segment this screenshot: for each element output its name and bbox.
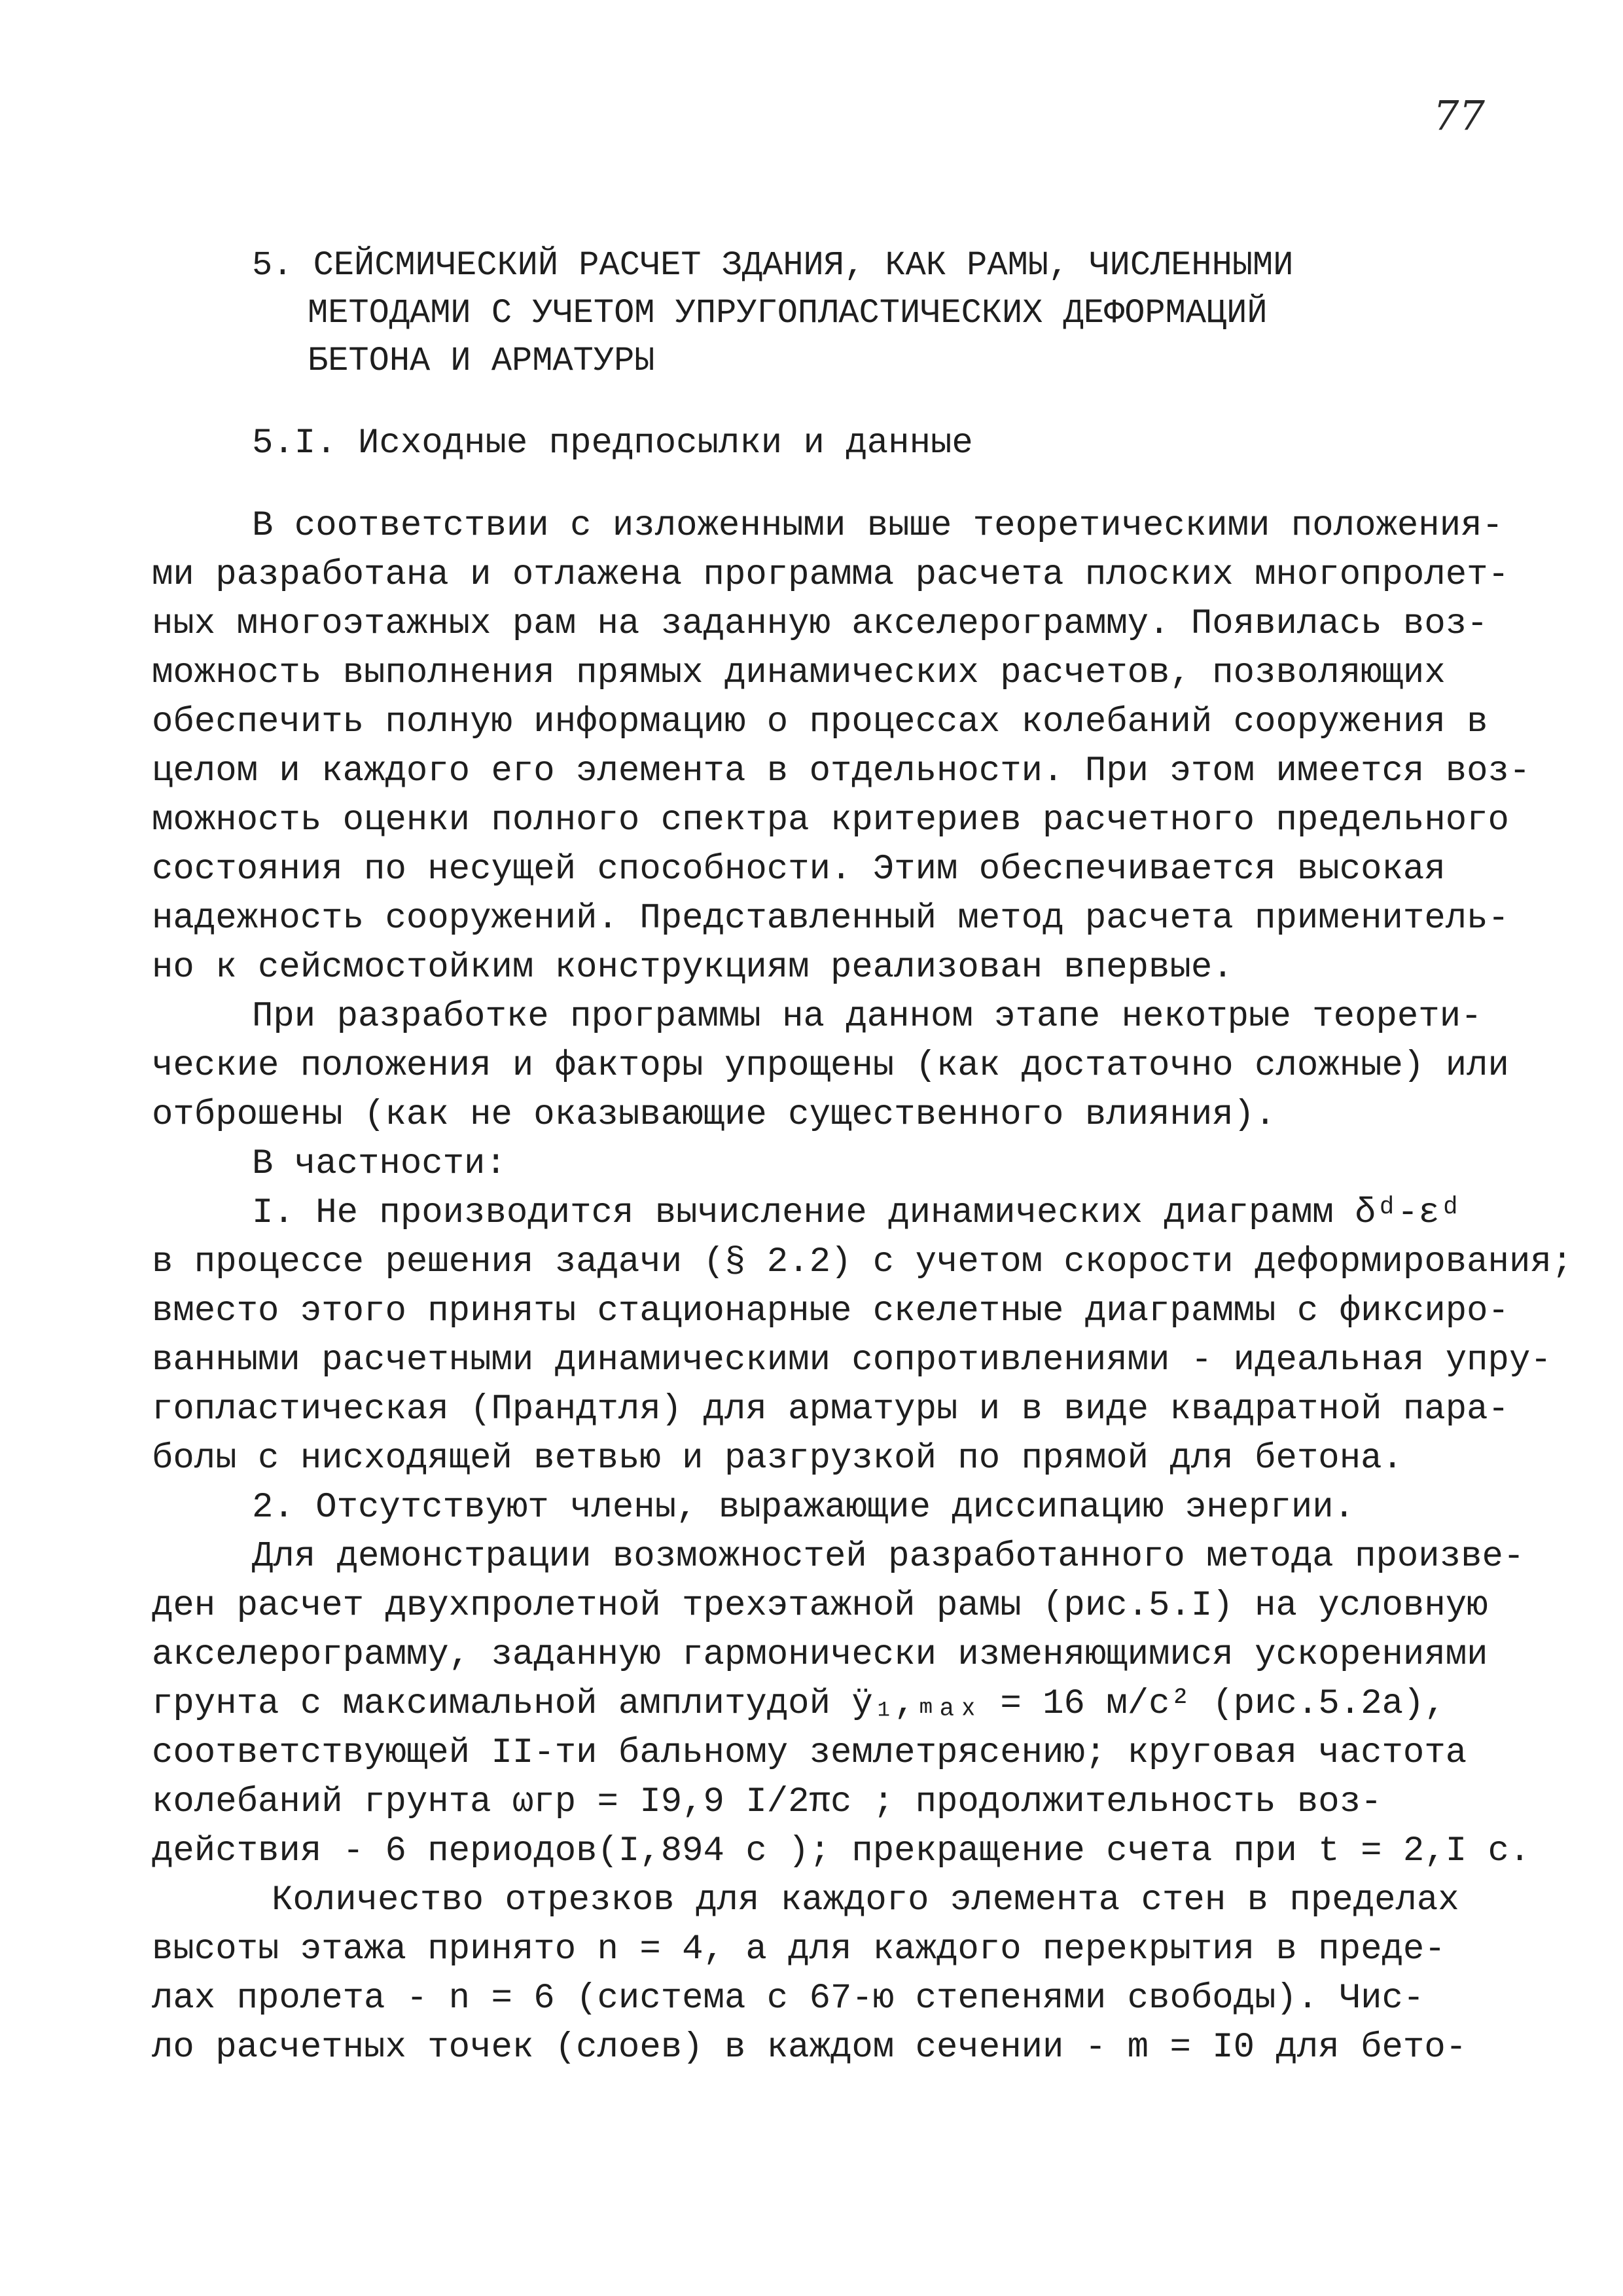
body-line: лах пролета - n = 6 (система с 67-ю степенями свободы). Чис- (152, 1979, 1425, 2018)
body-line: ванными расчетными динамическими сопротивлениями - идеальная упру- (152, 1340, 1552, 1380)
body-line: состояния по несущей способности. Этим обеспечивается высокая (152, 850, 1446, 889)
body-line: колебаний грунта ωгр = I9,9 I/2πс ; продолжительность воз- (152, 1782, 1382, 1822)
body-line: соответствующей II-ти бальному землетрясению; круговая частота (152, 1733, 1467, 1773)
chapter-heading-line-3: БЕТОНА И АРМАТУРЫ (308, 342, 655, 380)
page-number: 77 (1433, 92, 1485, 139)
body-line: в процессе решения задачи (§ 2.2) с учетом скорости деформирования; (152, 1242, 1573, 1282)
body-line: В соответствии с изложенными выше теоретическими положения- (252, 506, 1503, 546)
body-line: При разработке программы на данном этапе некотрые теорети- (252, 997, 1482, 1037)
body-line: ден расчет двухпролетной трехэтажной рамы (рис.5.I) на условную (152, 1586, 1488, 1626)
chapter-heading-line-2: МЕТОДАМИ С УЧЕТОМ УПРУГОПЛАСТИЧЕСКИХ ДЕФОРМАЦИЙ (308, 294, 1268, 332)
body-line: болы с нисходящей ветвью и разгрузкой по прямой для бетона. (152, 1439, 1403, 1479)
body-line: надежность сооружений. Представленный метод расчета применитель- (152, 899, 1509, 939)
chapter-heading-line-1: 5. СЕЙСМИЧЕСКИЙ РАСЧЕТ ЗДАНИЯ, КАК РАМЫ, ЧИСЛЕННЫМИ (252, 246, 1294, 285)
body-line: можность выполнения прямых динамических расчетов, позволяющих (152, 653, 1446, 693)
body-line: 2. Отсутствуют члены, выражающие диссипацию энергии. (252, 1488, 1355, 1528)
body-line: ческие положения и факторы упрощены (как достаточно сложные) или (152, 1046, 1509, 1086)
body-line: Для демонстрации возможностей разработанного метода произве- (252, 1537, 1525, 1577)
body-line: обеспечить полную информацию о процессах колебаний сооружения в (152, 702, 1488, 742)
body-line: Количество отрезков для каждого элемента стен в пределах (272, 1880, 1459, 1920)
body-line: гопластическая (Прандтля) для арматуры и в виде квадратной пара- (152, 1390, 1509, 1429)
body-line: грунта с максимальной амплитудой ÿ₁,ₘₐₓ = 16 м/с² (рис.5.2а), (152, 1684, 1446, 1724)
body-line: ных многоэтажных рам на заданную акселерограмму. Появилась воз- (152, 604, 1488, 644)
section-heading: 5.I. Исходные предпосылки и данные (252, 423, 973, 463)
body-line: высоты этажа принято n = 4, а для каждого перекрытия в преде- (152, 1929, 1446, 1969)
body-line: ми разработана и отлажена программа расчета плоских многопролет- (152, 555, 1509, 595)
body-line: I. Не производится вычисление динамических диаграмм δᵈ-εᵈ (252, 1193, 1461, 1233)
body-line: но к сейсмостойким конструкциям реализован впервые. (152, 948, 1234, 988)
body-line: акселерограмму, заданную гармонически изменяющимися ускорениями (152, 1635, 1488, 1675)
body-line: действия - 6 периодов(I,894 с ); прекращение счета при t = 2,I с. (152, 1831, 1531, 1871)
body-line: целом и каждого его элемента в отдельности. При этом имеется воз- (152, 751, 1531, 791)
body-line: отброшены (как не оказывающие существенного влияния). (152, 1095, 1276, 1135)
body-line: можность оценки полного спектра критериев расчетного предельного (152, 800, 1509, 840)
body-line: ло расчетных точек (слоев) в каждом сечении - m = I0 для бето- (152, 2028, 1467, 2068)
body-line: вместо этого приняты стационарные скелетные диаграммы с фиксиро- (152, 1291, 1509, 1331)
body-line: В частности: (252, 1144, 507, 1184)
